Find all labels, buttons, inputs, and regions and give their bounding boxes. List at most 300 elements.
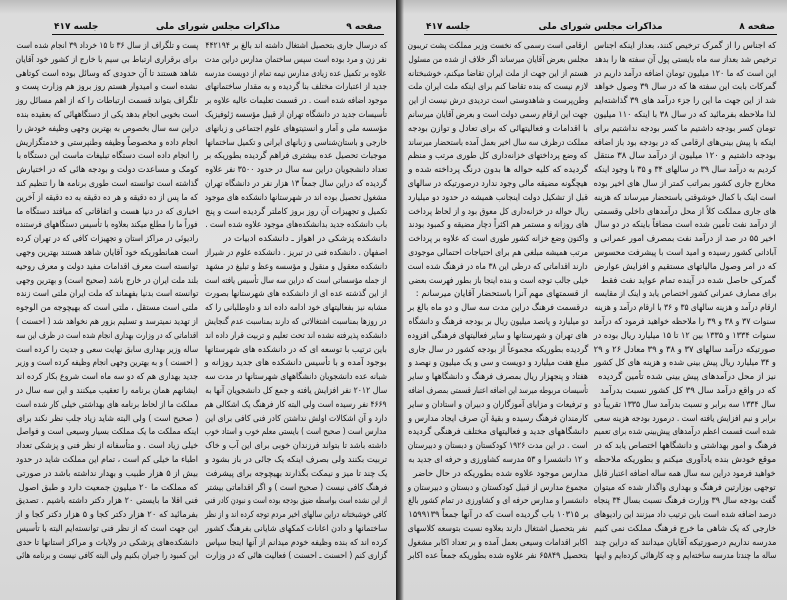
text-line-row <box>594 302 776 316</box>
text-line: فنی اقلا ما بایستی ۲۰ هزار دکتر داشته باشیم . تصدیق <box>16 496 198 507</box>
text-line-row <box>594 468 776 482</box>
text-column-left <box>408 40 588 564</box>
text-line-row <box>205 413 387 427</box>
text-line: مشابه نیز بفعالیتهای خود ادامه داده اند و داوطلبانی را که <box>205 303 387 314</box>
text-line-row <box>205 54 387 68</box>
text-line-row <box>408 468 588 482</box>
text-line-row <box>16 454 198 468</box>
text-line-row <box>594 288 776 302</box>
text-line: که ما پس از ده دقیقه و هر ده دقیقه به ده دقیقه از آخرین <box>16 192 198 203</box>
text-line-row <box>594 275 776 289</box>
text-line-row <box>594 482 776 496</box>
text-line: تأسیسات مربوطه میرسد این اضافه اعتبار قسمتی بمصرف اضافه <box>408 385 588 396</box>
text-line-row <box>594 413 776 427</box>
running-title: مذاکرات مجلس شورای ملی <box>155 22 281 32</box>
text-line-row <box>594 219 776 233</box>
text-line: گردیده که دراین سال جمعاً ۱۳ هزار نفر در دانشگاه تهران <box>205 178 387 189</box>
text-line: مخارج جاری کشور بمراتب کمتر از سال های اخیر بوده <box>594 178 776 189</box>
text-line-row <box>594 454 776 468</box>
text-line-row <box>205 192 387 206</box>
text-line-row <box>594 385 776 399</box>
text-line-row <box>408 413 588 427</box>
text-line: مرتب همیشه مبلغی هم برای احتیاجات احتمالی موجودی <box>408 247 588 258</box>
text-line: جدید بهداری هم که دو سه ماه است شروع بکار کرده اند <box>16 372 198 383</box>
text-line: تعداد دانشجویان دراین سه سال در حدود ۳۵۰۰ نفر علاوه <box>205 165 387 176</box>
text-line: ترخیص شد بعداز سه ماه بایستی پول آن سفته ها را بدهد <box>594 54 776 65</box>
text-line: این است که ما ۱۲۰ میلیون تومان اضافه درآمد داریم در <box>594 68 776 79</box>
text-line: دو میلیارد و پانصد میلیون ریال بر بودجه فرهنگ و دانشگاه <box>408 316 588 327</box>
text-line-row <box>408 206 588 220</box>
text-line-row <box>594 40 776 54</box>
text-line: مملکت ما از لحاظ برنامه های بهداشتی خیلی کار شده است <box>16 399 198 410</box>
text-line: و ۳۴ میلیارد ریال پیش بینی شده و هزینه های کل کشور <box>594 358 776 369</box>
text-line-row <box>594 95 776 109</box>
text-line-row <box>205 302 387 316</box>
page-number: صفحه ۹ <box>346 22 382 32</box>
text-line-row <box>205 95 387 109</box>
text-line: است بخوبی انجام بدهد یکی از دستگاههائی که بعقیده بنده <box>16 109 198 120</box>
text-line: دانشکده پزشکی در اهواز ـ دانشکده ادبیات در <box>223 234 387 245</box>
text-line-row <box>594 330 776 344</box>
text-line: جدید از اعتبارات مختلف بنا گردیده و به مقدار ساختمانهای <box>205 82 387 93</box>
text-line-row <box>16 40 198 54</box>
text-line-row <box>205 150 387 164</box>
text-line: رادیوئی در مراکز استان و تجهیزات کافی که در تهران کرده <box>16 234 198 245</box>
text-line-row <box>16 371 198 385</box>
text-line: که اجناس را از گمرک ترخیص کنند، بعداز اینکه اجناس <box>594 41 776 51</box>
text-line: گردیده بطوریکه مجموعاً از بودجه کشور در سال جاری <box>408 344 588 355</box>
text-line: از این گذشته عده ای از دانشکده های شهرستانها بصورت <box>205 289 387 300</box>
text-line: موقع خودش بنده یادآوری میکنم و بطوریکه ملاحظه <box>594 454 776 465</box>
text-line-row <box>594 150 776 164</box>
text-line-row <box>594 371 776 385</box>
text-line-row <box>205 261 387 275</box>
text-line: دانشکده‌های پزشکی در ولایات و مراکز استانها تا حدی <box>16 537 198 548</box>
text-line: فرهنگ و امور بهداشتی و دانشگاهها اختصاص یابد که در <box>594 441 776 452</box>
text-line-row <box>594 247 776 261</box>
text-line: ایشانهم همان برنامه را تعقیب میکنند و این سه سال در <box>16 385 198 396</box>
text-line-row <box>205 509 387 523</box>
text-line-row <box>205 137 387 151</box>
text-line: اخیر ۵۵ در صد از درآمد نفت بمصرف امور عمرانی و <box>594 234 776 245</box>
text-line-row <box>594 344 776 358</box>
text-line: گزاری کنم ( احسنت ـ احسنت ) فعالیت هائی که در وزارت <box>205 551 387 562</box>
text-line-row <box>16 426 198 440</box>
text-line-row <box>16 109 198 123</box>
text-line-row <box>408 537 588 551</box>
running-title: مذاکرات مجلس شورای ملی <box>538 22 663 32</box>
text-line: ساله وزیر بهداری سابق نهایت سعی و جدیت را کرده است <box>16 344 198 355</box>
text-line-row <box>594 537 776 551</box>
text-line-row <box>408 150 588 164</box>
text-line-row <box>205 219 387 233</box>
text-line-row <box>16 219 198 233</box>
text-line-row <box>16 164 198 178</box>
text-line-row <box>408 288 588 302</box>
text-line-row <box>205 178 387 192</box>
text-line: گفت بودجه سال ۳۹ وزارت فرهنگ نسبت بسال ۳۴ پنجاه <box>594 496 776 507</box>
text-line: درصد اضافه شده است باین ترتیب داد میزنند این رادیوهای <box>594 510 776 521</box>
text-line-row <box>16 344 198 358</box>
text-line-row <box>16 357 198 371</box>
text-line: مؤسسه ملی و آمار و انستیتوهای علوم اجتماعی و زبانهای <box>205 123 387 134</box>
text-column-left <box>16 40 198 564</box>
text-line: مبلغ هفت میلیارد و دویست و سی و یک میلیون و نهصد و <box>408 358 588 369</box>
text-line-row <box>594 137 776 151</box>
text-line: خارجی و باستان‌شناسی و زبانهای ایرانی و تکمیل ساختمانها <box>205 137 387 148</box>
text-line-row <box>16 81 198 95</box>
text-line-row <box>408 109 588 123</box>
text-line: دارد و آن اشکالات اولش نداشتن کادر فنی کافی برای این <box>205 413 387 424</box>
text-line: سال ۲۰۱۲ نفر افزایش یافته و جمع کل دانشجویان آنها به <box>205 385 387 396</box>
text-line: های جاری مملکت کلاً از محل درآمدهای داخلی وقسمتی <box>594 206 776 217</box>
text-line-row <box>205 399 387 413</box>
text-line: سنوات ۳۷ و ۳۸ و ۳۹ را ملاحظه خواهید فرمود که درآمد <box>594 316 776 327</box>
right-page <box>396 0 787 600</box>
text-line-row <box>16 482 198 496</box>
text-line-row <box>594 550 776 564</box>
text-line: شده است قسمت اعظم درآمدهای پیش‌بینی شده برای تعمیم <box>594 427 776 438</box>
text-line: کومک و مساعدت دولت و بودجه هائی که در اختیارش <box>16 165 198 176</box>
text-line: ( احسنت ) و به بهترین وجهی انجام وظیفه کرده است و وزیر <box>16 358 198 369</box>
text-line: نفر زن و مرد بوده است سپس ساختمان مدارس دراین مدت <box>205 54 387 65</box>
text-line: گمرکات بابت این سفته ها که در سال ۳۹ وصول خواهد <box>594 82 776 93</box>
text-line: ۴۶۶۹ نفر رسیده است ولی البته کار فرهنگ یک اشکالی هم <box>205 399 387 410</box>
text-line: و ترفیعات و مزایای آموزگاران و دبیران و استادان و سایر <box>408 399 588 410</box>
text-line: خیلی زیاد است . و متأسفانه از نظر فنی و پزشکی تعداد <box>16 441 198 452</box>
text-line: خیلی جالب توجه است و بنده اینجا باز بطور فهرست بعضی <box>408 275 588 286</box>
text-line: تأسیسات جدید در دانشگاه تهران از قبیل مؤسسه ژئوفیزیک <box>205 109 387 120</box>
text-line-row <box>594 426 776 440</box>
text-line: وطن‌پرست و شاهدوستی است تردیدی درش نیست از این <box>408 96 588 107</box>
text-line-row <box>205 316 387 330</box>
text-line: مملکت درظرف سه سال اخیر بعمل آمده باستحضار میرساند <box>408 137 588 148</box>
page-number: صفحه ۸ <box>739 22 775 32</box>
text-line: بفرمائید که ۲۰ هزار دکتر کجا و ۵ هزار دکتر کجا و از <box>16 510 198 521</box>
text-line: باین ترتیب با توسعه ای که در دانشکده های شهرستانها <box>205 344 387 355</box>
text-line-row <box>408 68 588 82</box>
text-line: دانشکده پذیرفته نشده اند تحت تعلیم و تربیت قرار داده اند <box>205 330 387 341</box>
text-line-row <box>16 247 198 261</box>
text-line-row <box>205 68 387 82</box>
text-line-row <box>594 81 776 95</box>
text-line: سال ۱۳۳۴ سه برابر و نسبت بدرآمد سال ۱۳۳۵ تقریباً دو <box>594 399 776 410</box>
text-line: موجود اضافه شده است . در قسمت تعلیمات عالیه علاوه بر <box>205 96 387 107</box>
text-line: فوراً ما را مطلع میکند بعلاوه با تأسیس دستگاههای فرستنده <box>16 220 198 231</box>
text-line-row <box>408 509 588 523</box>
text-line: که مملکت ما ۲۰ میلیون جمعیت دارد و طبق اصول <box>18 482 198 493</box>
text-line-row <box>408 495 588 509</box>
text-line-row <box>205 468 387 482</box>
text-line: برای برقراری ارتباط بی سیم با خارج از کشور خود آقایان <box>16 54 198 65</box>
text-line: از جمله مؤسساتی است که دراین سه سال تأسیس یافته است <box>205 275 387 286</box>
text-line-row <box>16 302 198 316</box>
text-line: هستم از این جهت از ملت ایران تقاضا میکنم، خوشبختانه <box>408 68 588 79</box>
text-line: است همانطوریکه خود آقایان شاهد هستند بهترین وجهی <box>16 247 198 258</box>
text-line-row <box>16 385 198 399</box>
text-line-row <box>408 123 588 137</box>
text-line: داشته باشد تا بتواند فرزندان خوبی برای این آب و خاک <box>205 441 387 452</box>
text-line-row <box>408 178 588 192</box>
text-line: کردیم به درآمد سال ۳۹ در سالهای ۳۴ و ۳۵ با وجود اینکه <box>594 165 776 176</box>
text-line: تربیت بکنند ولی بصرف اینکه یک جائی در باز بشود و <box>205 454 387 465</box>
page-header <box>52 22 384 35</box>
text-line-row <box>16 550 198 564</box>
text-line: که در واقع درآمد سال ۳۹ کل کشور نسبت بدرآمد <box>600 385 776 396</box>
text-line: و ۱۲ دانشسرا و ۵۳ مدرسه کشاورزی و حرفه ای جدید به <box>408 454 588 465</box>
text-line: شد از این جهت ما این را جزء درآمد های ۳۹ گذاشته‌ایم <box>594 96 776 107</box>
text-line-row <box>205 109 387 123</box>
text-line-row <box>16 523 198 537</box>
text-line: علاوه بر تکمیل عده زیادی مدارس نیمه تمام از دویست مدرسه <box>205 68 387 79</box>
text-line-row <box>408 54 588 68</box>
text-line: ساختمانها و دادن اعانات کمکهای شایانی بفرهنگ کشور <box>205 523 387 534</box>
text-line: ارقام درآمد و هزینه سالهای ۳۵ و ۳۶ با ارقام درآمد و هزینه <box>594 303 776 314</box>
text-line-row <box>205 288 387 302</box>
text-line: نشده است و امیدوار هستم روز بروز هم وزارت پست و <box>16 82 198 93</box>
text-column-right <box>205 40 387 564</box>
text-line-row <box>16 68 198 82</box>
text-line-row <box>408 219 588 233</box>
text-line: اصفهان . دانشکده فنی در تبریز . دانشکده علوم در شیراز <box>205 247 387 258</box>
text-line: که در امر وصول مالیاتهای مستقیم و افزایش عوارض <box>594 261 776 272</box>
text-line: قبل از تشکیل دولت اینجانب همیشه در حدود دو میلیارد <box>408 192 588 203</box>
text-line: این جهت است که از نظر فنی توانسته‌ایم البته با تأسیس <box>16 523 198 534</box>
text-line-row <box>408 164 588 178</box>
text-line-row <box>594 495 776 509</box>
text-line: است اینک با کمال خوشوقتی باستحضار میرساند که هزینه <box>594 192 776 203</box>
text-line-row <box>16 330 198 344</box>
text-line: جهت این ارقام رسمی دولت است و بعرض آقایان میرسانم <box>408 109 588 120</box>
text-line-row <box>205 275 387 289</box>
text-line-row <box>408 275 588 289</box>
page-header <box>424 22 777 35</box>
text-line-row <box>594 178 776 192</box>
text-line: آبادانی کشور رسیده و امید است با پیشرفت محسوس <box>594 247 776 258</box>
text-line: های روزانه و مستمر هم اکثراً دچار مضیقه و کمبود بودند <box>408 220 588 231</box>
text-line-row <box>16 206 198 220</box>
text-line-row <box>16 95 198 109</box>
text-line-row <box>16 399 198 413</box>
text-line-row <box>594 164 776 178</box>
text-line-row <box>16 178 198 192</box>
text-line: بیش از ۵ هزار طبیب و بهدار نداشته باشد در صورتی <box>16 468 198 479</box>
text-line-row <box>594 109 776 123</box>
text-line: اقداماتی که در وزارت بهداری انجام شده است در ظرف این سه <box>16 330 198 341</box>
text-line-row <box>408 523 588 537</box>
text-line-row <box>205 164 387 178</box>
text-line: درقسمت فرهنگ دراین مدت سه سال و دو ماه بالغ بر <box>408 303 588 314</box>
text-line: بر ۱۰۳۱۵ باب گردیده است که در آنها جمعاً ۱۵۹۹۱۳۹ <box>408 510 588 521</box>
text-line: ملتی است مستقل ، ملتی است که بهیچوجه من الوجوه <box>16 303 198 314</box>
text-line: اطباء ما خیلی کم است ، تمام این مملکت شاید در حدود <box>16 454 198 465</box>
text-line: دارند اقداماتی که درطی این ۳۸ ماه در فرهنگ شده است <box>408 261 588 272</box>
text-line-row <box>408 330 588 344</box>
text-line: توانسته است معرف اقدامات مفید دولت و معرف روحیه <box>16 261 198 272</box>
text-line-row <box>408 261 588 275</box>
text-line-row <box>594 192 776 206</box>
text-line-row <box>594 54 776 68</box>
text-line: از تهدید نمیترسد و تسلیم بزور هم نخواهد شد ( احسنت ) <box>16 316 198 327</box>
text-line-row <box>594 123 776 137</box>
text-line: از قسمتهای مهم آنرا باستحضار آقایان میرسانم : <box>415 289 588 300</box>
text-line: گردیده که کلیه حواله ها بدون درنگ پرداخته شده و <box>408 165 588 176</box>
text-line: فرهنگ کافی نیست ( صحیح است ) و اگر اقداماتی بیشتر <box>205 482 387 493</box>
text-line-row <box>408 81 588 95</box>
text-line-row <box>594 233 776 247</box>
text-line: بودجه داشتیم و ۱۲۰ میلیون از درآمد سال ۳۸ منتقل <box>594 151 776 162</box>
text-line: موجبات تحصیل عده بیشتری فراهم گردیده بطوریکه بر <box>205 151 387 162</box>
text-line-row <box>594 399 776 413</box>
text-line-row <box>594 261 776 275</box>
text-line: بلند ملت ایران در خارج باشد (صحیح است) و بهترین وجهی <box>16 275 198 286</box>
text-line: مجلس بعرض آقایان میرساند اگر خلاف از شده من مسئول <box>408 54 588 65</box>
text-line-row <box>408 40 588 54</box>
text-line: دانشکده معقول و منقول و مؤسسه وعظ و تبلیغ در مشهد <box>205 261 387 272</box>
text-line: است . در این مدت ۱۹۲۶ کودکستان و دبستان و دبیرستان <box>408 441 588 452</box>
text-line: های تهران و شهرستانها و سایر فعالیتهای فرهنگی افزوده <box>408 330 588 341</box>
text-line-row <box>16 150 198 164</box>
text-line: کرده اند که بنده وظیفه خودم میدانم از آنها اینجا سپاس <box>205 537 387 548</box>
text-line-row <box>205 426 387 440</box>
text-line: ( صحیح است ) ولی البته شاید زیاد جلب نظر نکند برای <box>16 413 198 424</box>
text-line-row <box>16 275 198 289</box>
text-line: مدارس است ( صحیح است ) بایستی معلم خوب و استاد خوب <box>205 427 387 438</box>
text-line: اکابر اقدامات وسیعی بعمل آمده و بر تعداد اکابر مشغول <box>408 537 588 548</box>
text-line: دراین سه سال بخصوص به بهترین وجهی وظیفه خودش را <box>16 123 198 134</box>
text-line-row <box>16 413 198 427</box>
text-column-right <box>594 40 776 564</box>
text-line: مدرسه نداریم درصورتیکه آقایان میدانند که دراین چند <box>594 537 776 548</box>
text-line: کافی خوشبختانه دراین سالهای اخیر مردم توجه کرده اند و از نظر <box>205 510 387 521</box>
text-line: انجام داده و مخصوصاً وظیفه وطنپرستی و خدمتگزاریش <box>16 137 198 148</box>
text-line-row <box>408 371 588 385</box>
text-line: تومان کسر بودجه داشتیم ما کسر بودجه نداشتیم برای <box>594 123 776 134</box>
text-line: باب دانشکده جدید بدانشکده‌های موجود علاوه شده است . <box>205 220 387 231</box>
text-line-row <box>408 302 588 316</box>
text-line-row <box>408 454 588 468</box>
text-line: را انجام داده است دستگاه تبلیغات ماست این دستگاه با <box>16 151 198 162</box>
text-line: خواهید فرمود دراین سه سال همه ساله اضافه اعتبار قابل <box>594 468 776 479</box>
text-line: صورتیکه درآمد سالهای ۳۷ و ۳۸ و ۳۹ معادل ۲۶ و ۲۹ <box>594 344 776 355</box>
text-line-row <box>594 440 776 454</box>
text-line-row <box>16 192 198 206</box>
text-line: با اقدامات و فعالیتهائی که برای تعادل و توازن بودجه <box>408 123 588 134</box>
text-line: خارجی که یک شاهی ما خرج فرهنگ مملکت نمی کنیم <box>594 523 776 534</box>
text-line: برابر و نیم افزایش یافته است . درمورد بودجه هزینه سعی <box>594 413 776 424</box>
text-line: ارقامی است رسمی که نخست وزیر مملکت پشت تریبون <box>408 41 588 51</box>
text-line-row <box>16 261 198 275</box>
text-line: مدارس موجود علاوه شده بطوریکه در حال حاضر <box>413 468 588 479</box>
text-line: دانشگاههای جدید و فعالیتهای مختلف فرهنگی گردیده <box>408 427 588 438</box>
text-line-row <box>16 509 198 523</box>
text-line-row <box>205 495 387 509</box>
text-line: مشغول تحصیل بوده اند در شهرستانها دانشکده های موجود <box>205 192 387 203</box>
text-line: توانسته است بدنیا بفهماند که ملت ایران ملتی است زنده <box>16 289 198 300</box>
text-line-row <box>205 40 387 54</box>
text-line-row <box>408 385 588 399</box>
text-line-row <box>408 344 588 358</box>
text-line-row <box>16 495 198 509</box>
text-line: هیچگونه مضیقه مالی وجود ندارد درصورتیکه در سالهای <box>408 178 588 189</box>
text-line-row <box>205 330 387 344</box>
text-line-row <box>205 550 387 564</box>
text-line-row <box>205 371 387 385</box>
text-line-row <box>594 523 776 537</box>
text-line: شاهد هستند تا آن حدودی که وسائل بوده است کوتاهی <box>16 68 198 79</box>
text-line-row <box>205 537 387 551</box>
text-line-row <box>408 192 588 206</box>
session-number: جلسه ۴۱۷ <box>426 22 471 32</box>
text-line: تلگراف بتواند قسمت ارتباطات را که از اهم مسائل روز <box>16 96 198 107</box>
text-line: این کمبود را جبران بکنیم ولی البته کافی نیست و برنامه هائی <box>16 551 198 562</box>
text-line-row <box>205 81 387 95</box>
text-line-row <box>205 482 387 496</box>
text-line-row <box>594 206 776 220</box>
text-line-row <box>594 68 776 82</box>
text-line: اینکه مملکت ما یک مملکت بسیار وسیعی است و فواصل <box>16 427 198 438</box>
text-line: کارمندان فرهنگ رسیده و بقیهٔ آن صرف ایجاد مدارس و <box>408 413 588 424</box>
text-line-row <box>408 426 588 440</box>
text-line: نفر بتحصیل اشتغال دارند بعلاوه نسبت بتوسعه کلاسهای <box>408 523 588 534</box>
text-line: اینکه با پیش بینی‌های ارقامی که در بودجه بود باز اضافه <box>594 137 776 148</box>
session-number: جلسه ۴۱۷ <box>54 22 99 32</box>
text-line-row <box>16 54 198 68</box>
text-line: برای مصارف عمرانی کشور اختصاص یابد و اینک از مقایسه <box>594 289 776 300</box>
text-line: دانشسرا و مدارس حرفه ای و کشاورزی در تمام کشور بالغ <box>408 496 588 507</box>
text-line-row <box>16 123 198 137</box>
text-line-row <box>16 137 198 151</box>
text-line-row <box>16 316 198 330</box>
text-line-row <box>205 247 387 261</box>
text-line: که وضع پرداختهای خزانه‌داری کل طوری مرتب و منظم <box>408 151 588 162</box>
text-line-row <box>16 440 198 454</box>
text-line-row <box>408 482 588 496</box>
text-line: ریال حواله در خزانه‌داری کل معوق بود و از لحاظ پرداخت <box>408 206 588 217</box>
text-line: بوجود آمده و با تأسیس دانشکده های جدید روزانه و <box>205 358 387 369</box>
text-line: از درآمد نفت تأمین شده است مضافاً باینکه در دو سال <box>594 220 776 231</box>
text-line-row <box>16 233 198 247</box>
text-line: توجهی بوزارتین فرهنگ و بهداری واگذار شده که میتوان <box>594 482 776 493</box>
text-line-row <box>408 95 588 109</box>
text-line-row <box>16 537 198 551</box>
text-line-row <box>594 509 776 523</box>
text-line-row <box>205 454 387 468</box>
text-line: نیز از محل درآمدهای پیش بینی شده تأمین گردیده <box>598 372 776 383</box>
text-line: مجموع مدارس از قبیل کودکستان و دبستان و دبیرستان و <box>408 482 588 493</box>
text-line-row <box>205 440 387 454</box>
text-line: بتحصیل ۶۵۸۴۹ نفر علاوه شده بطوریکه جمعاً عده اکابر <box>408 551 588 562</box>
text-line-row <box>16 288 198 302</box>
text-line: شبانه عده دانشجویان دانشگاههای شهرستانها در مدت سه <box>205 372 387 383</box>
text-line: سنوات ۱۳۳۴ و ۱۳۳۵ بین ۱۲ تا ۱۵ میلیارد ریال بوده در <box>594 330 776 341</box>
text-line: از این نشده است بواسطه ضیق بودجه بوده است و نبودن کادر فنی <box>205 496 387 507</box>
text-line-row <box>205 123 387 137</box>
text-line-row <box>408 440 588 454</box>
text-line-row <box>205 357 387 371</box>
text-line: هفتاد و پنجهزار ریال بمصرف فرهنگ و دانشگاهها و سایر <box>408 372 588 383</box>
text-line-row <box>408 399 588 413</box>
text-line-row <box>205 344 387 358</box>
text-line: واکنون وضع خزانه کشور طوری است که علاوه بر پرداخت <box>408 234 588 245</box>
text-line: لازم نیست که بنده تقاضا کنم برای اینکه ملت ایران ملت <box>408 82 588 93</box>
text-line: در روزها بمناسبت اشتغالاتی که دارند بمناسبت عدم گنجایش <box>205 316 387 327</box>
text-line-row <box>16 468 198 482</box>
text-line: یک چند تا میز و نیمکت بگذارند بهیچوجه برای پیشرفت <box>205 468 387 479</box>
text-line: لذا ملاحظه بفرمائید که در سال ۳۸ با اینکه ۱۱۰ میلیون <box>594 109 776 120</box>
text-line-row <box>408 137 588 151</box>
text-line-row <box>594 316 776 330</box>
